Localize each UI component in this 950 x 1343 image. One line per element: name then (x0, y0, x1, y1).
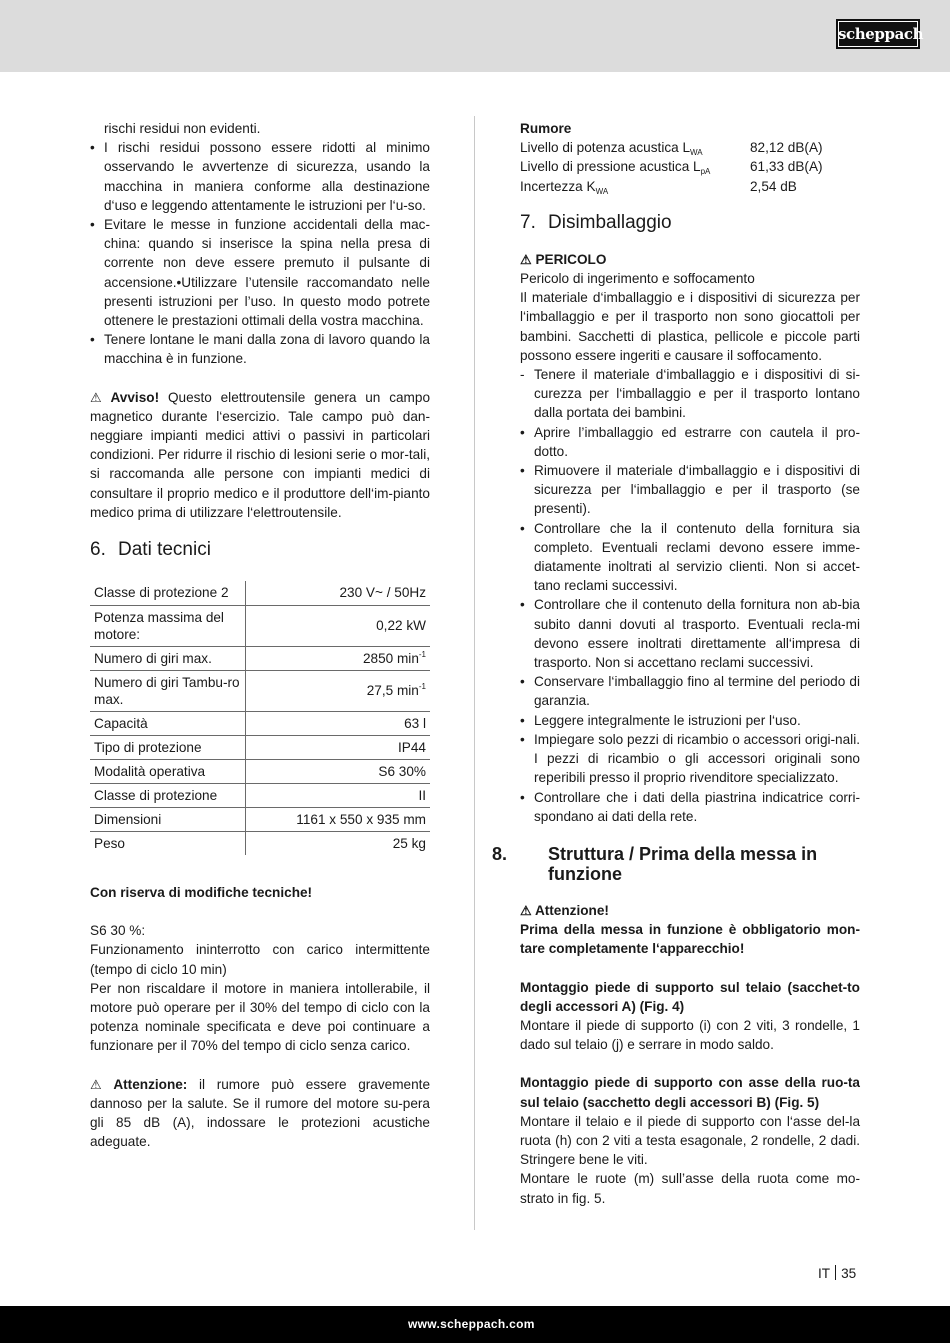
noise-label: Incertezza $K_{WA}$ (520, 178, 609, 196)
avviso-paragraph: ⚠ Avviso! Questo elettroutensile genera un campo magnetico durante l‘esercizio. Tale campo può dan-neggiare impianti medici attivi o passivi in particolari condizioni. Per ridurre il rischio di lesioni serie o mor-tali, si raccomanda alle persone con impianti medici di consultare il proprio medico e il produttore dell‘im-pianto medico prima di utilizzare l‘elettroutensile. (90, 389, 431, 520)
list-item: - Tenere il materiale d‘imballaggio e i dispositivi di si-curezza per l‘imballaggio e per il trasporto lontano dalla portata dei bambini. (520, 367, 860, 421)
avviso-label: Avviso! (110, 389, 160, 405)
warning-icon: ⚠ (90, 389, 102, 405)
warning-icon: ⚠ (520, 251, 532, 267)
noise-value: 82,12 dB(A) (750, 140, 823, 156)
list-item: • I rischi residui possono essere ridotti al minimo osservando le avvertenze di sicurezza, usando la macchina in maniera conforme alla destinazione d‘uso e leggendo attentamente le istruzioni per l‘u-so. (90, 140, 430, 213)
table-row: Numero di giri max. 2850 $\min^{-1}$ (90, 646, 430, 670)
warning-icon: ⚠ (90, 1076, 102, 1092)
page-number: IT 35 (818, 1266, 857, 1281)
danger-subtitle: Pericolo di ingerimento e soffocamento (520, 271, 755, 287)
list-item: • Leggere integralmente le istruzioni per l‘uso. (520, 712, 801, 728)
step-2-text-2: Montare le ruote (m) sull’asse della ruota come mo-strato in fig. 5. (520, 1171, 860, 1206)
right-column (492, 119, 860, 1208)
table-row: Dimensioni 1161 x 550 x 935 mm (90, 807, 430, 831)
list-item: • Rimuovere il materiale d‘imballaggio e i dispositivi di sicurezza per l‘imballaggio e per il trasporto (se presenti). (520, 463, 860, 517)
list-item: • Controllare che i dati della piastrina indicatrice corri-spondano ai dati della rete. (520, 789, 860, 824)
page-header-band (0, 0, 950, 72)
section-6-heading: 6. Dati tecnici (90, 539, 211, 561)
table-row: Classe di protezione II (90, 783, 430, 807)
list-item: • Evitare le messe in funzione accidentali della mac-china: quando si inserisce la spina nella presa di corrente non deve essere premuto il pulsante di accensione.•Utilizzare l’utensile raccomandato nelle presenti istruzioni per l’uso. In questo modo potrete ottenere le prestazioni ottimali della vostra macchina. (90, 217, 430, 329)
intro-continuation: rischi residui non evidenti. (104, 121, 261, 136)
list-item: • Impiegare solo pezzi di ricambio o accessori origi-nali. I pezzi di ricambio o gli accessori originali sono reperibili presso il proprio rivenditore specializzato. (520, 731, 860, 786)
step-2-text-1: Montare il telaio e il piede di supporto con l‘asse del-la ruota (h) con 2 viti a testa esagonale, 2 rondelle, 2 dadi. Stringere bene le viti. (520, 1113, 860, 1168)
danger-text: Il materiale d‘imballaggio e i dispositivi di sicurezza per l‘imballaggio e per il trasporto non sono giocattoli per bambini. Sacchetti di plastica, pellicole e piccole parti possono essere ingeriti e causare il soffocamento. (520, 290, 860, 363)
noise-value: 2,54 dB (750, 178, 797, 194)
spec-table (90, 581, 430, 855)
danger-heading: ⚠ PERICOLO (520, 250, 860, 269)
attention-label: Attenzione: (113, 1076, 188, 1092)
section-7-heading: 7. Disimballaggio (520, 211, 672, 233)
table-row: Tipo di protezione IP44 (90, 735, 430, 759)
s6-text-2: Per non riscaldare il motore in maniera intollerabile, il motore può operare per il 30% del tempo di ciclo con la potenza nominale specificata e deve poi continuare a funzionare per il 70% del tempo di ciclo senza carico. (90, 980, 430, 1054)
list-item: • Controllare che la il contenuto della fornitura sia completo. Eventuali reclami devono essere imme-diatamente inoltrati al servizio clienti. Non si accet-tano reclami successivi. (520, 520, 860, 594)
table-row: Modalità operativa S6 30% (90, 759, 430, 783)
step-2-title: Montaggio piede di supporto con asse della ruo-ta sul telaio (sacchetto degli accessori B) (Fig. 5) (520, 1075, 860, 1110)
table-row: Potenza massima del motore: 0,22 kW (90, 605, 430, 646)
warning-icon: ⚠ (520, 902, 532, 918)
reserve-note: Con riserva di modifiche tecniche! (90, 885, 313, 901)
noise-value: 61,33 dB(A) (750, 159, 823, 175)
noise-label: Livello di pressione acustica $L_{pA}$ (520, 159, 711, 177)
section-8-heading: 8. Struttura / Prima della messa in funzione (492, 843, 818, 884)
step-1-text: Montare il piede di supporto (i) con 2 viti, 3 rondelle, 1 dado sul telaio (j) e serrare in modo saldo. (520, 1017, 860, 1053)
s6-text-1: Funzionamento ininterrotto con carico intermittente (tempo di ciclo 10 min) (90, 942, 430, 977)
noise-table (520, 138, 860, 196)
list-item: • Conservare l‘imballaggio fino al termine del periodo di garanzia. (520, 674, 860, 709)
footer-url: www.scheppach.com (408, 1317, 535, 1331)
step-1-title: Montaggio piede di supporto sul telaio (sacchet-to degli accessori A) (Fig. 4) (520, 979, 860, 1014)
scheppach-logo: scheppach (836, 19, 920, 49)
left-column (90, 119, 430, 1152)
table-row: Numero di giri Tambu-ro max. 27,5 $\min^{-1}$ (90, 670, 430, 711)
noise-label: Livello di potenza acustica $L_{WA}$ (520, 140, 703, 158)
page-footer-band (0, 1306, 950, 1343)
table-row: Capacità 63 l (90, 711, 430, 735)
attention-paragraph: ⚠ Attenzione: il rumore può essere gravemente dannoso per la salute. Se il rumore del motore su-pera gli 85 dB (A), indossare le protezioni acustiche adeguate. (90, 1076, 431, 1150)
s6-title: S6 30 %: (90, 923, 146, 939)
list-item: • Controllare che il contenuto della fornitura non ab-bia subito danni dovuti al trasporto. Eventuali recla-mi devono essere inoltrati direttamente all‘impresa di trasporto. Non si accettano reclami successivi. (520, 597, 860, 671)
noise-title: Rumore (520, 121, 572, 136)
table-row: Classe di protezione 2 230 V~ / 50Hz (90, 581, 430, 605)
table-row: Peso 25 kg (90, 831, 430, 855)
list-item: • Tenere lontane le mani dalla zona di lavoro quando la macchina è in funzione. (90, 332, 430, 367)
list-item: • Aprire l’imballaggio ed estrarre con cautela il pro-dotto. (520, 424, 860, 459)
attention-text: Prima della messa in funzione è obbligatorio mon-tare completamente l‘apparecchio! (520, 922, 860, 957)
attention-heading: ⚠ Attenzione! (520, 901, 860, 920)
column-divider (474, 116, 475, 1230)
